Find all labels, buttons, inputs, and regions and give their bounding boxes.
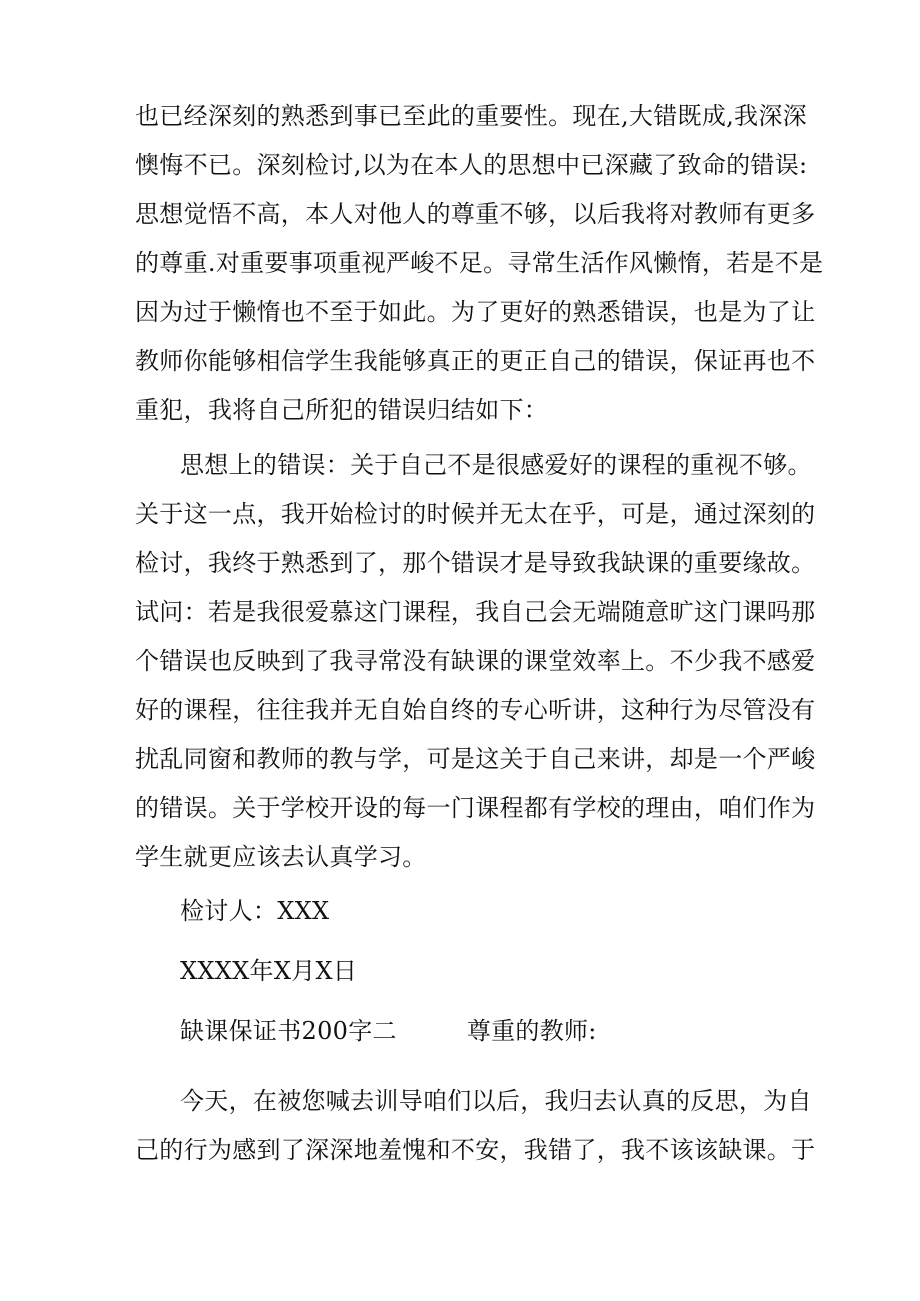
- signature-line: [135, 887, 795, 936]
- text-line: 思想上的错误：关于自己不是很感爱好的课程的重视不够。: [180, 451, 812, 479]
- paragraph-ideological-error: [135, 441, 816, 882]
- text-line: 己的行为感到了深深地羞愧和不安，我错了，我不该该缺课。于: [135, 1136, 816, 1164]
- text-line: 今天，在被您喊去训导咱们以后，我归去认真的反思，为自: [180, 1087, 812, 1115]
- paragraph-confession: [135, 92, 824, 435]
- text-line: 懊悔不已。深刻检讨,以为在本人的思想中已深藏了致命的错误:: [135, 151, 808, 179]
- text-line: 个错误也反映到了我寻常没有缺课的课堂效率上。不少我不感爱: [135, 647, 816, 675]
- heading-row: [135, 1007, 795, 1056]
- text-line: 的错误。关于学校开设的每一门课程都有学校的理由，咱们作为: [135, 794, 816, 822]
- signer-name: 检讨人：XXX: [180, 897, 330, 925]
- document-date: XXXX年X月X日: [180, 957, 358, 985]
- text-line: 学生就更应该去认真学习。: [135, 843, 427, 871]
- section-heading: [135, 1007, 795, 1056]
- text-line: 试问：若是我很爱慕这门课程，我自己会无端随意旷这门课吗那: [135, 598, 816, 626]
- text-line: 思想觉悟不高，本人对他人的尊重不够，以后我将对教师有更多: [135, 200, 816, 228]
- section-title: 缺课保证书200字二: [180, 1017, 397, 1045]
- salutation: 尊重的教师:: [466, 1017, 597, 1045]
- text-line: 也已经深刻的熟悉到事已至此的重要性。现在,大错既成,我深深: [135, 102, 807, 130]
- text-line: 好的课程，往往我并无自始自终的专心听讲，这种行为尽管没有: [135, 696, 816, 724]
- text-line: 因为过于懒惰也不至于如此。为了更好的熟悉错误，也是为了让: [135, 298, 816, 326]
- text-line: 关于这一点，我开始检讨的时候并无太在乎，可是，通过深刻的: [135, 500, 816, 528]
- text-line: 教师你能够相信学生我能够真正的更正自己的错误，保证再也不: [135, 347, 816, 375]
- text-line: 的尊重.对重要事项重视严峻不足。寻常生活作风懒惰，若是不是: [135, 249, 824, 277]
- text-line: 检讨，我终于熟悉到了，那个错误才是导致我缺课的重要缘故。: [135, 549, 816, 577]
- paragraph-reflection: [135, 1077, 816, 1175]
- text-line: 重犯，我将自己所犯的错误归结如下：: [135, 396, 549, 424]
- text-line: 扰乱同窗和教师的教与学，可是这关于自己来讲，却是一个严峻: [135, 745, 816, 773]
- date-line: [135, 947, 795, 996]
